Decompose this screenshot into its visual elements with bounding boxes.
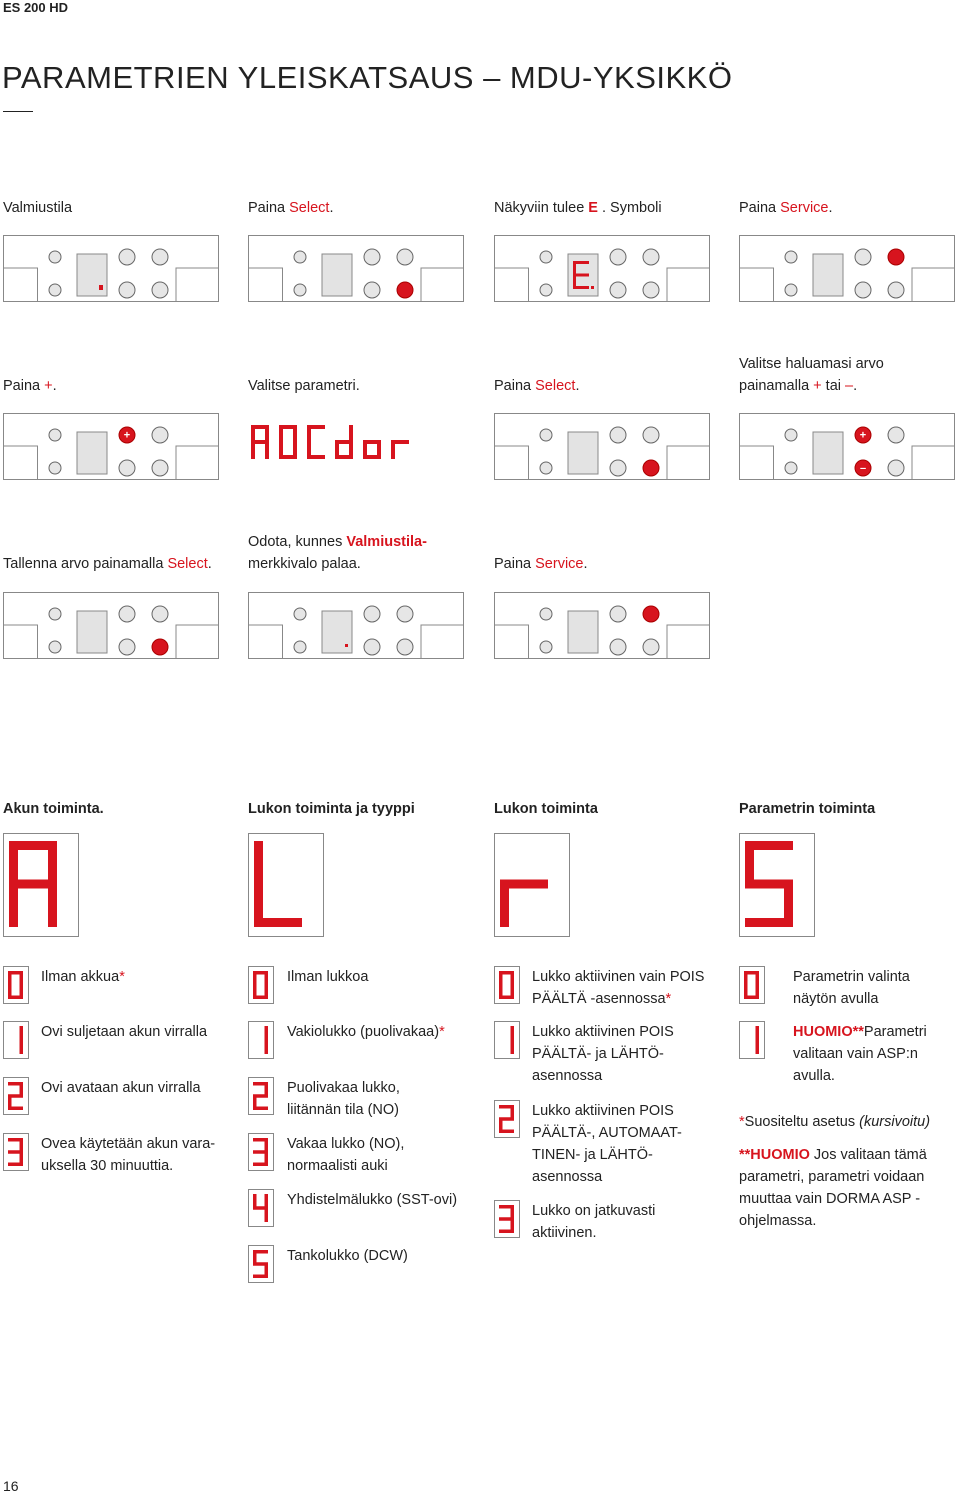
panel-slot-left (495, 268, 529, 302)
segment-g (253, 1094, 268, 1098)
plus-button (119, 249, 135, 265)
display-window (77, 611, 107, 653)
option-lockfn-0: Lukko aktiivinen vain POIS PÄÄLTÄ -asennossa* (532, 969, 705, 1007)
segment-f (254, 841, 263, 884)
option-lock-5: Tankolukko (DCW) (287, 1248, 408, 1264)
option-battery-3: Ovea käytetään akun vara-uksella 30 minuuttia. (41, 1136, 216, 1174)
segment-f (251, 425, 255, 442)
segment-f (253, 1250, 257, 1264)
display-window (322, 254, 352, 296)
minus-button (119, 460, 135, 476)
indicator-led (294, 251, 306, 263)
segment-g (391, 440, 409, 444)
plus-button (610, 427, 626, 443)
digit-frame (495, 1022, 520, 1059)
select-button (397, 639, 413, 655)
indicator-led (785, 429, 797, 441)
select-button (152, 282, 168, 298)
indicator-led (49, 251, 61, 263)
segment-g (9, 880, 57, 889)
minus-button (364, 639, 380, 655)
segment-e (363, 442, 367, 459)
segment-e (8, 1096, 12, 1110)
indicator-led (49, 429, 61, 441)
select-button (643, 639, 659, 655)
panel-slot-left (740, 446, 774, 480)
plus-button (855, 249, 871, 265)
digit-indicator (248, 1133, 274, 1171)
segment-e (744, 985, 748, 999)
segment-e (8, 985, 12, 999)
segment-e (391, 442, 395, 459)
indicator-led-lower (49, 641, 61, 653)
panel-slot-left (249, 268, 283, 302)
segment-d (745, 918, 793, 927)
segment-g (745, 880, 793, 889)
minus-button (119, 639, 135, 655)
mdu-panel-7 (494, 413, 710, 480)
segment-b (756, 1026, 760, 1040)
step-caption-9: Tallenna arvo painamalla Select. (3, 556, 212, 572)
segment-c (265, 1208, 269, 1222)
display-window (813, 254, 843, 296)
segment-b (48, 841, 57, 884)
note-warning: **HUOMIO Jos valitaan tämä parametri, parametri voidaan muuttaa vain DORMA ASP -ohjelmassa. (739, 1147, 927, 1229)
select-button (152, 639, 168, 655)
display-window (813, 432, 843, 474)
service-button (643, 427, 659, 443)
segment-e (254, 884, 263, 927)
digit-indicator (3, 966, 29, 1004)
plus-symbol: + (859, 429, 867, 442)
step-caption-8: Valitse haluamasi arvo painamalla + tai –. (739, 356, 884, 394)
indicator-led-lower (49, 284, 61, 296)
segment-g (251, 440, 269, 444)
segment-f (499, 971, 503, 985)
segment-c (756, 1040, 760, 1054)
service-button (152, 427, 168, 443)
segment-b (511, 1205, 515, 1219)
digit-indicator (494, 966, 520, 1004)
digit-indicator (739, 966, 765, 1004)
step-caption-7: Paina Select. (494, 378, 580, 394)
segment-e (335, 442, 339, 459)
panel-slot-right (912, 268, 955, 302)
display-dot (345, 644, 348, 647)
digit-indicator (248, 1189, 274, 1227)
panel-slot-right (421, 268, 464, 302)
segment-b (349, 425, 353, 442)
panel-slot-left (4, 625, 38, 659)
select-button (152, 460, 168, 476)
step-caption-4: Paina Service. (739, 200, 833, 216)
segment-e (251, 442, 255, 459)
option-param-0: Parametrin valinta näytön avulla (793, 969, 910, 1007)
step-caption-11: Paina Service. (494, 556, 588, 572)
minus-button (610, 282, 626, 298)
display-window (568, 432, 598, 474)
select-button (643, 282, 659, 298)
column-head-lock-function: Lukon toiminta (494, 801, 598, 817)
segment-c (265, 442, 269, 459)
indicator-led (540, 608, 552, 620)
digit-frame (4, 1022, 29, 1059)
segment-g (500, 880, 548, 889)
digit-indicator (739, 1021, 765, 1059)
select-button (397, 282, 413, 298)
segment-g (253, 1262, 268, 1266)
indicator-led-lower (294, 641, 306, 653)
mdu-panel-8 (739, 413, 955, 480)
segment-g (8, 1150, 23, 1154)
big-glyph-S (739, 833, 815, 937)
mdu-panel-2 (248, 235, 464, 302)
option-lock-4: Yhdistelmälukko (SST-ovi) (287, 1192, 458, 1208)
option-param-1: HUOMIO**Parametri valitaan vain ASP:n avulla. (793, 1024, 927, 1084)
segment-c (48, 884, 57, 927)
segment-b (511, 1105, 515, 1119)
segment-b (265, 1194, 269, 1208)
digit-indicator (248, 966, 274, 1004)
option-lock-2: Puolivakaa lukko, liitännän tila (NO) (287, 1080, 400, 1118)
mdu-panel-11 (494, 592, 710, 659)
panel-slot-right (667, 446, 710, 480)
mdu-panel-3 (494, 235, 710, 302)
indicator-led-lower (540, 462, 552, 474)
segment-f (745, 841, 754, 884)
panel-slot-right (667, 268, 710, 302)
step-caption-5: Paina +. (3, 378, 57, 394)
column-head-battery: Akun toiminta. (3, 801, 104, 817)
indicator-led-lower (49, 462, 61, 474)
digit-indicator (494, 1200, 520, 1238)
panel-slot-right (421, 625, 464, 659)
segment-f (744, 971, 748, 985)
segment-e (253, 985, 257, 999)
step-caption-2: Paina Select. (248, 200, 334, 216)
model-header: ES 200 HD (3, 0, 69, 15)
panel-slot-right (912, 446, 955, 480)
service-button (643, 249, 659, 265)
page-title: PARAMETRIEN YLEISKATSAUS – MDU-YKSIKKÖ (2, 60, 733, 95)
segment-c (511, 1040, 515, 1054)
step-caption-6: Valitse parametri. (248, 378, 360, 394)
segment-e (253, 1096, 257, 1110)
digit-indicator (3, 1021, 29, 1059)
panel-slot-right (176, 268, 219, 302)
digit-frame (740, 1022, 765, 1059)
indicator-led (540, 251, 552, 263)
mdu-panel-10 (248, 592, 464, 659)
digit-indicator (494, 1021, 520, 1059)
segment-f (573, 261, 576, 275)
plus-button (610, 606, 626, 622)
segment-b (265, 1138, 269, 1152)
segment-f (307, 425, 311, 442)
big-glyph-r (494, 833, 570, 937)
step-caption-10: Odota, kunnes Valmiustila- merkkivalo palaa. (248, 534, 427, 572)
digit-frame (249, 1022, 274, 1059)
option-lock-0: Ilman lukkoa (287, 969, 369, 985)
plus-button (364, 606, 380, 622)
plus-button (364, 249, 380, 265)
mdu-panel-4 (739, 235, 955, 302)
digit-indicator (248, 1077, 274, 1115)
big-glyph-L (248, 833, 324, 937)
indicator-led-lower (540, 641, 552, 653)
plus-button (119, 606, 135, 622)
service-button (643, 606, 659, 622)
segment-b (265, 1082, 269, 1096)
segment-e (573, 275, 576, 289)
panel-slot-right (176, 625, 219, 659)
display-dot (99, 285, 103, 290)
mdu-panel-5 (3, 413, 219, 480)
segment-g (253, 1150, 268, 1154)
indicator-led-lower (294, 284, 306, 296)
segment-d (253, 1163, 268, 1167)
indicator-led (785, 251, 797, 263)
segment-b (20, 1138, 24, 1152)
segment-d (253, 1275, 268, 1279)
panel-slot-left (4, 268, 38, 302)
segment-f (8, 971, 12, 985)
segment-d (8, 1163, 23, 1167)
display-window (77, 432, 107, 474)
minus-button (119, 282, 135, 298)
segment-b (265, 971, 269, 985)
segment-e (499, 985, 503, 999)
segment-c (20, 1040, 24, 1054)
segment-c (265, 1040, 269, 1054)
segment-b (511, 971, 515, 985)
big-glyph-A (3, 833, 79, 937)
panel-slot-left (4, 446, 38, 480)
option-lock-1: Vakiolukko (puolivakaa)* (287, 1024, 445, 1040)
select-button (643, 460, 659, 476)
note-recommended: *Suositeltu asetus (kursivoitu) (739, 1114, 931, 1130)
indicator-led-lower (785, 462, 797, 474)
segment-g (335, 440, 353, 444)
minus-button (855, 282, 871, 298)
panel-slot-left (495, 625, 529, 659)
segment-f (279, 425, 283, 442)
plus-button (610, 249, 626, 265)
step-caption-3: Näkyviin tulee E . Symboli (494, 200, 662, 216)
select-button (888, 282, 904, 298)
segment-b (20, 1082, 24, 1096)
segment-g (363, 440, 381, 444)
segment-b (265, 425, 269, 442)
digit-indicator (3, 1133, 29, 1171)
segment-g (573, 274, 589, 277)
option-battery-1: Ovi suljetaan akun virralla (41, 1024, 208, 1040)
segment-g (253, 1206, 268, 1210)
segment-b (265, 1026, 269, 1040)
segment-d (499, 1230, 514, 1234)
service-button (888, 427, 904, 443)
minus-symbol: – (859, 462, 867, 475)
segment-b (293, 425, 297, 442)
panel-slot-right (667, 625, 710, 659)
segment-f (253, 971, 257, 985)
segment-b (20, 1026, 24, 1040)
segment-f (9, 841, 18, 884)
option-battery-2: Ovi avataan akun virralla (41, 1080, 201, 1096)
plus-symbol: + (123, 429, 131, 442)
digit-indicator (494, 1100, 520, 1138)
panel-slot-right (176, 446, 219, 480)
option-lockfn-2: Lukko aktiivinen POIS PÄÄLTÄ-, AUTOMAAT-TINEN- ja LÄHTÖ-asennossa (532, 1103, 682, 1185)
segment-g (499, 1217, 514, 1221)
digit-indicator (248, 1245, 274, 1283)
step-caption-1: Valmiustila (3, 200, 73, 216)
segment-g (8, 1094, 23, 1098)
indicator-led (540, 429, 552, 441)
segment-e (279, 442, 283, 459)
segment-b (756, 971, 760, 985)
minus-button (610, 460, 626, 476)
segment-g (499, 1117, 514, 1121)
option-battery-0: Ilman akkua* (41, 969, 125, 985)
option-lock-3: Vakaa lukko (NO), normaalisti auki (287, 1136, 405, 1174)
segment-e (9, 884, 18, 927)
indicator-led-lower (785, 284, 797, 296)
mdu-panel-9 (3, 592, 219, 659)
service-button (152, 606, 168, 622)
mdu-panel-1 (3, 235, 219, 302)
segment-e (500, 884, 509, 927)
param-display-aocdor (248, 421, 418, 465)
segment-b (511, 1026, 515, 1040)
digit-indicator (248, 1021, 274, 1059)
page-number: 16 (3, 1478, 19, 1494)
segment-f (253, 1194, 257, 1208)
segment-e (499, 1119, 503, 1133)
option-lockfn-1: Lukko aktiivinen POIS PÄÄLTÄ- ja LÄHTÖ-asennossa (532, 1024, 674, 1084)
indicator-led (49, 608, 61, 620)
minus-button (610, 639, 626, 655)
column-head-lock-type: Lukon toiminta ja tyyppi (248, 801, 415, 817)
panel-slot-left (495, 446, 529, 480)
display-dot (591, 286, 594, 289)
panel-slot-left (740, 268, 774, 302)
segment-e (307, 442, 311, 459)
service-button (397, 249, 413, 265)
indicator-led-lower (540, 284, 552, 296)
panel-slot-left (249, 625, 283, 659)
service-button (888, 249, 904, 265)
select-button (888, 460, 904, 476)
service-button (397, 606, 413, 622)
service-button (152, 249, 168, 265)
indicator-led (294, 608, 306, 620)
digit-indicator (3, 1077, 29, 1115)
minus-button (364, 282, 380, 298)
segment-b (20, 971, 24, 985)
option-lockfn-3: Lukko on jatkuvasti aktiivinen. (532, 1203, 656, 1241)
column-head-parameter: Parametrin toiminta (739, 801, 876, 817)
title-underline (3, 111, 33, 112)
display-window (568, 611, 598, 653)
